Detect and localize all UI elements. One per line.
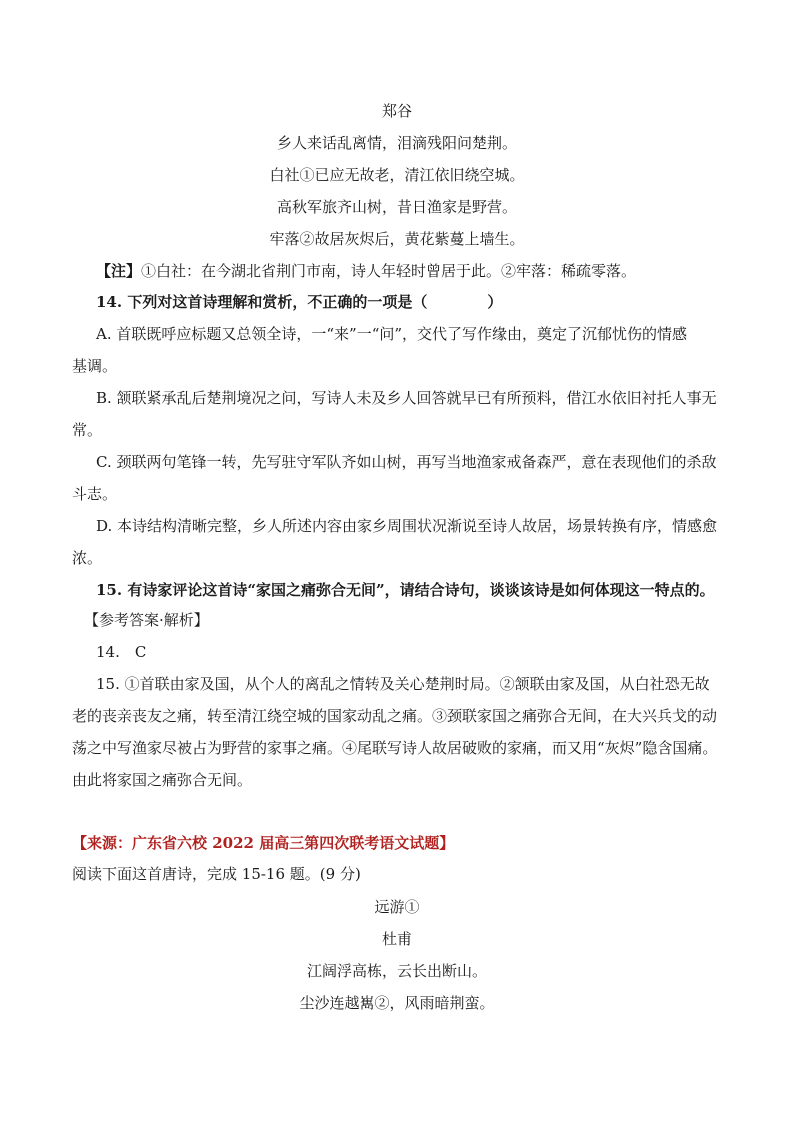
section2-instruction: 阅读下面这首唐诗，完成 15-16 题。(9 分): [72, 865, 361, 883]
poem2-title: 远游①: [374, 898, 420, 916]
note-text: ①白社：在今湖北省荆门市南，诗人年轻时曾居于此。②牢落：稀疏零落。: [141, 262, 637, 280]
note-label: 【注】: [96, 262, 142, 280]
poem2-line: 尘沙连越嶲②，风雨暗荆蛮。: [299, 994, 495, 1012]
option-c-line2: 斗志。: [72, 485, 118, 503]
poem2-line: 江阔浮高栋，云长出断山。: [306, 962, 487, 980]
answer-15-line: 15. ①首联由家及国，从个人的离乱之情转及关心楚荆时局。②颔联由家及国，从白社恐无故: [96, 675, 710, 693]
option-b-line2: 常。: [72, 421, 103, 439]
source-label: 【来源：广东省六校 2022 届高三第四次联考语文试题】: [72, 834, 455, 852]
poem1-line: 牢落②故居灰烬后，黄花紫蔓上墙生。: [269, 230, 525, 248]
poem2-author: 杜甫: [381, 930, 412, 948]
option-d-line2: 浓。: [72, 549, 103, 567]
answer-15-line: 老的丧亲丧友之痛，转至清江绕空城的国家动乱之痛。③颈联家国之痛弥合无间，在大兴兵戈的动: [72, 707, 718, 725]
option-a-line1: A. 首联既呼应标题又总领全诗，一“来”一“问”，交代了写作缘由，奠定了沉郁忧伤的情感: [96, 325, 688, 343]
answer-15-line: 荡之中写渔家尽被占为野营的家事之痛。④尾联写诗人故居破败的家痛，而又用“灰烬”隐含国痛。: [72, 739, 718, 757]
question-14-stem: 14. 下列对这首诗理解和赏析，不正确的一项是（ ）: [96, 293, 503, 311]
answer-15-line: 由此将家国之痛弥合无间。: [72, 771, 253, 789]
poem1-line: 乡人来话乱离情，泪滴残阳问楚荆。: [276, 134, 517, 152]
option-b-line1: B. 颔联紧承乱后楚荆境况之问，写诗人未及乡人回答就早已有所预料，借江水依旧衬托人事无: [96, 389, 717, 407]
question-15-stem: 15. 有诗家评论这首诗“家国之痛弥合无间”，请结合诗句，谈谈该诗是如何体现这一特点的。: [96, 581, 715, 599]
poem1-line: 高秋军旅齐山树，昔日渔家是野营。: [276, 198, 517, 216]
answer-header: 【参考答案·解析】: [84, 611, 209, 629]
poem1-line: 白社①已应无故老，清江依旧绕空城。: [269, 166, 525, 184]
option-d-line1: D. 本诗结构清晰完整，乡人所述内容由家乡周围状况渐说至诗人故居，场景转换有序，情感愈: [96, 517, 718, 535]
answer-14: 14. C: [96, 643, 147, 661]
poem1-author: 郑谷: [381, 102, 412, 120]
option-a-line2: 基调。: [72, 357, 118, 375]
option-c-line1: C. 颈联两句笔锋一转，先写驻守军队齐如山树，再写当地渔家戒备森严，意在表现他们的杀敌: [96, 453, 717, 471]
poem1-note: [96, 260, 722, 282]
